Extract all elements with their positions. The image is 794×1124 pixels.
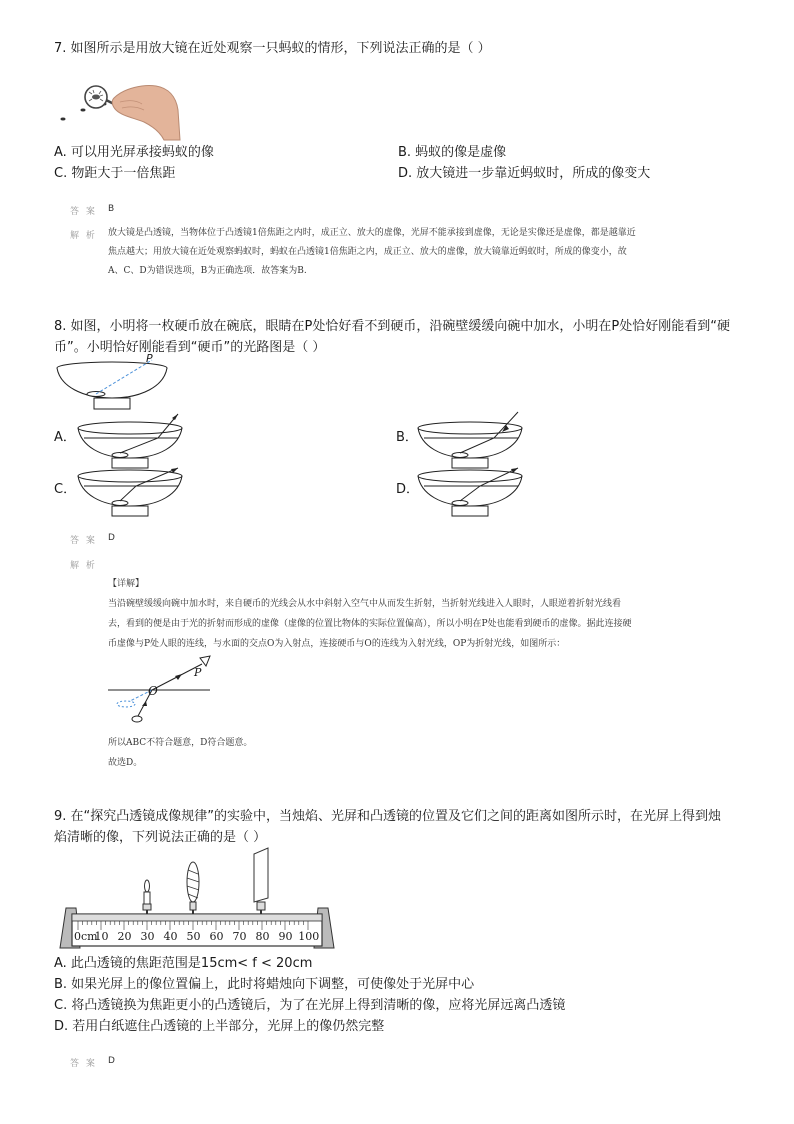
q8-fig-o-label: O [148, 684, 158, 698]
q8-point-p-label: P [146, 352, 153, 365]
candle [143, 880, 151, 914]
q7-stem: 7. 如图所示是用放大镜在近处观察一只蚂蚁的情形，下列说法正确的是（ ） [54, 41, 491, 56]
q8-stem-bowl [54, 356, 184, 412]
q8-option-d-diagram [414, 462, 534, 524]
q7-answer: B [108, 204, 115, 214]
q8-explanation-line-3: 币虚像与P处人眼的连线，与水面的交点O为入射点，连接硬币与O的连线为入射光线，OP为折射光线，如图所示： [108, 639, 566, 649]
q9-optical-bench-figure [56, 846, 346, 950]
q8-explanation-diagram [106, 652, 226, 732]
q7-option-b: B. 蚂蚁的像是虚像 [398, 145, 507, 160]
q9-stem-line-2: 焰清晰的像，下列说法正确的是（ ） [54, 830, 267, 845]
q8-option-a: A． [54, 430, 76, 445]
q7-explanation [108, 224, 728, 281]
q8-option-b-diagram [414, 408, 534, 470]
convex-lens [187, 862, 199, 914]
ruler-label: 70 [232, 930, 247, 943]
ruler-label: 80 [255, 930, 270, 943]
q9-answer: D [108, 1056, 115, 1066]
q7-answer-tag: 答 案 [70, 207, 97, 217]
magnifier-ant-figure [56, 76, 186, 144]
ruler-label: 20 [117, 930, 132, 943]
ruler-label: 0cm [74, 930, 98, 943]
q9-stem-line-1: 9. 在“探究凸透镜成像规律”的实验中，当烛焰、光屏和凸透镜的位置及它们之间的距离如图所示时，在光屏上得到烛 [54, 809, 722, 824]
ruler-label: 90 [278, 930, 293, 943]
q8-explanation-line-2: 去，看到的便是由于光的折射而形成的虚像（虚像的位置比物体的实际位置偏高），所以小明在P处也能看到硬币的虚像。据此连接硬 [108, 619, 632, 629]
ruler-label: 30 [140, 930, 155, 943]
q8-stem-line-1: 8. 如图，小明将一枚硬币放在碗底，眼睛在P处恰好看不到硬币，沿碗壁缓缓向碗中加水，小明在P处恰好刚能看到“硬 [54, 319, 730, 334]
q9-option-b: B. 如果光屏上的像位置偏上，此时将蜡烛向下调整，可使像处于光屏中心 [54, 977, 475, 992]
ruler-label: 40 [163, 930, 178, 943]
q8-answer: D [108, 533, 115, 543]
q8-option-a-diagram [74, 408, 194, 470]
ruler-label: 50 [186, 930, 201, 943]
q7-explanation-line-3: A、C、D为错误选项，B为正确选项．故答案为B. [108, 266, 307, 276]
q9-option-d: D. 若用白纸遮住凸透镜的上半部分，光屏上的像仍然完整 [54, 1019, 385, 1034]
q7-option-a: A. 可以用光屏承接蚂蚁的像 [54, 145, 214, 160]
ruler-label: 100 [298, 930, 320, 943]
q8-option-d: D． [396, 482, 420, 497]
q8-option-c-diagram [74, 462, 194, 524]
q9-answer-tag: 答 案 [70, 1059, 97, 1069]
q8-detail-title: 【详解】 [108, 579, 145, 589]
q7-explain-tag: 解 析 [70, 231, 97, 241]
q8-conclusion-line-2: 故选D。 [108, 758, 143, 768]
q7-explanation-line-1: 放大镜是凸透镜，当物体位于凸透镜1倍焦距之内时，成正立、放大的虚像，光屏不能承接到虚像，无论是实像还是虚像，都是越靠近 [108, 228, 636, 238]
q8-stem-line-2: 币”。小明恰好刚能看到“硬币”的光路图是（ ） [54, 340, 326, 355]
light-screen [254, 848, 268, 914]
q8-conclusion-line-1: 所以ABC不符合题意，D符合题意。 [108, 738, 253, 748]
q7-explanation-line-2: 焦点越大；用放大镜在近处观察蚂蚁时，蚂蚁在凸透镜1倍焦距之内，成正立、放大的虚像，放大镜靠近蚂蚁时，所成的像变小，故 [108, 247, 627, 257]
q7-option-c: C. 物距大于一倍焦距 [54, 166, 176, 181]
q8-answer-tag: 答 案 [70, 536, 97, 546]
q7-option-d: D. 放大镜进一步靠近蚂蚁时，所成的像变大 [398, 166, 651, 181]
q8-option-c: C． [54, 482, 77, 497]
q8-explanation-line-1: 当沿碗壁缓缓向碗中加水时，来自硬币的光线会从水中斜射入空气中从而发生折射，当折射光线进入人眼时，人眼逆着折射光线看 [108, 599, 622, 609]
q9-option-c: C. 将凸透镜换为焦距更小的凸透镜后，为了在光屏上得到清晰的像，应将光屏远离凸透镜 [54, 998, 566, 1013]
q8-fig-p-label: P [194, 666, 202, 679]
ruler-label: 60 [209, 930, 224, 943]
q8-option-b: B． [396, 430, 418, 445]
q8-explanation [108, 574, 728, 654]
q8-explain-tag: 解 析 [70, 561, 97, 571]
ruler-label: 10 [94, 930, 109, 943]
q8-conclusion [108, 733, 728, 773]
q9-option-a: A. 此凸透镜的焦距范围是15cm< f < 20cm [54, 956, 313, 971]
